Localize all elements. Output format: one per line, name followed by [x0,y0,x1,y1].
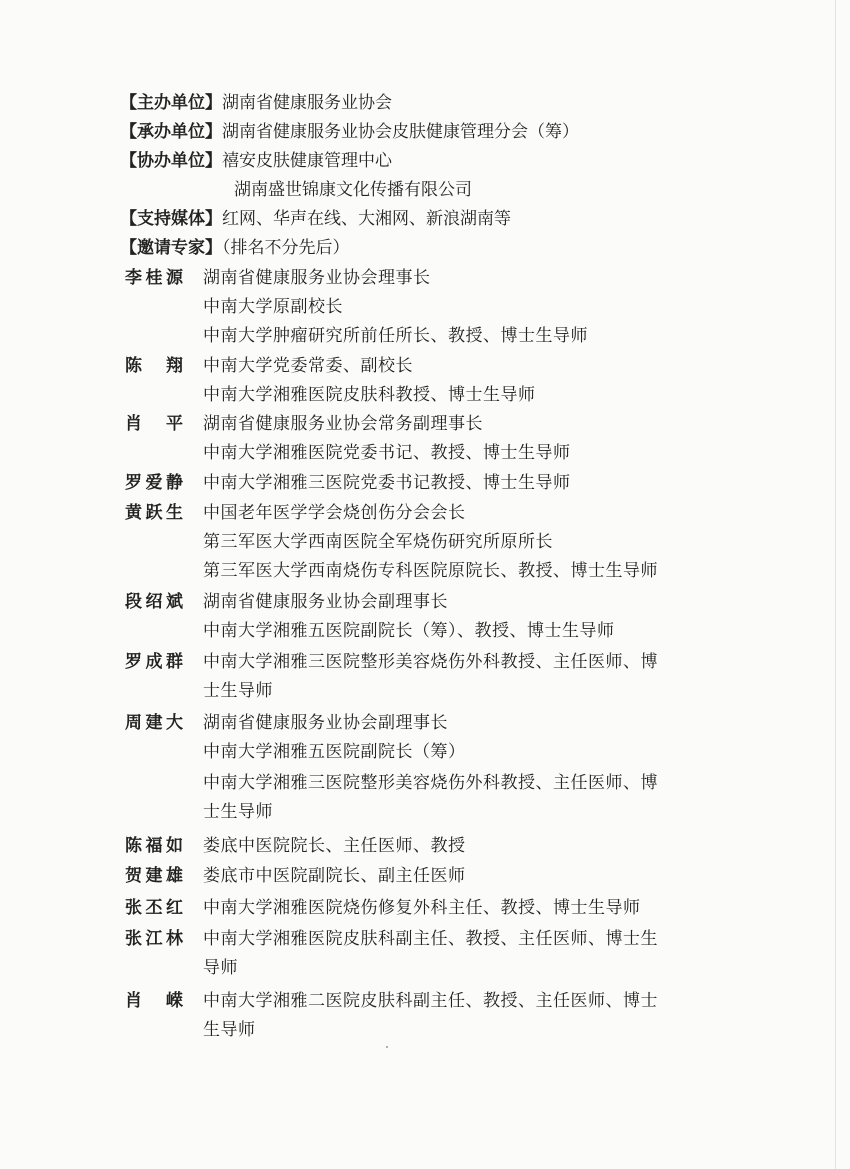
expert-line: 中南大学党委常委、副校长 [203,356,413,376]
expert-name: 段绍斌 [125,592,183,612]
organizer-label: 【主办单位】 [120,93,222,113]
coorganizer-row [120,151,392,171]
expert-line: 中南大学肿瘤研究所前任所长、教授、博士生导师 [203,326,588,346]
expert-name: 张江林 [125,929,183,949]
expert-line: 中南大学湘雅医院皮肤科教授、博士生导师 [203,385,536,405]
expert-line: 第三军医大学西南烧伤专科医院原院长、教授、博士生导师 [203,561,658,581]
expert-line: 中南大学湘雅三医院党委书记教授、博士生导师 [203,473,571,493]
expert-line: 士生导师 [203,681,273,701]
media-label: 【支持媒体】 [120,209,222,229]
organizer-row [120,93,392,113]
scan-speck [386,1046,388,1048]
expert-name: 罗成群 [125,652,183,672]
expert-line: 中南大学湘雅五医院副院长（筹） [203,742,466,762]
expert-line: 中南大学湘雅医院党委书记、教授、博士生导师 [203,443,571,463]
expert-line: 士生导师 [203,802,273,822]
expert-line: 中南大学湘雅五医院副院长（筹）、教授、博士生导师 [203,621,615,641]
expert-line: 湖南省健康服务业协会理事长 [203,268,431,288]
experts-note: （排名不分先后） [222,238,350,258]
experts-label: 【邀请专家】 [120,238,222,258]
media-row [120,209,511,229]
expert-name: 罗爱静 [125,473,183,493]
expert-line: 中南大学原副校长 [203,297,343,317]
expert-line: 中国老年医学学会烧创伤分会会长 [203,503,466,523]
expert-line: 生导师 [203,1020,256,1040]
expert-name: 黄跃生 [125,503,183,523]
expert-line: 导师 [203,958,238,978]
undertaker-row [120,122,579,142]
expert-line: 娄底中医院院长、主任医师、教授 [203,836,466,856]
expert-line: 中南大学湘雅医院烧伤修复外科主任、教授、博士生导师 [203,898,641,918]
expert-name: 贺建雄 [125,866,183,886]
expert-name: 张丕红 [125,898,183,918]
expert-line: 中南大学湘雅医院皮肤科副主任、教授、主任医师、博士生 [203,929,658,949]
expert-line: 湖南省健康服务业协会副理事长 [203,592,448,612]
expert-line: 湖南省健康服务业协会常务副理事长 [203,414,483,434]
coorganizer-value-2: 湖南盛世锦康文化传播有限公司 [234,180,472,200]
coorganizer-value-1: 禧安皮肤健康管理中心 [222,151,392,171]
organizer-value: 湖南省健康服务业协会 [222,93,392,113]
expert-name: 陈 翔 [125,356,183,376]
expert-name: 陈福如 [125,836,183,856]
expert-line: 湖南省健康服务业协会副理事长 [203,713,448,733]
scan-edge [835,0,836,1169]
expert-line: 第三军医大学西南医院全军烧伤研究所原所长 [203,532,553,552]
expert-line: 中南大学湘雅二医院皮肤科副主任、教授、主任医师、博士 [203,991,658,1011]
expert-name: 李桂源 [125,268,183,288]
undertaker-value: 湖南省健康服务业协会皮肤健康管理分会（筹） [222,122,579,142]
expert-name: 肖 平 [125,414,183,434]
expert-line: 中南大学湘雅三医院整形美容烧伤外科教授、主任医师、博 [203,773,658,793]
media-value: 红网、华声在线、大湘网、新浪湖南等 [222,209,511,229]
experts-row [120,238,350,258]
expert-name: 周建大 [125,713,183,733]
undertaker-label: 【承办单位】 [120,122,222,142]
expert-name: 肖 嵘 [125,991,183,1011]
expert-line: 中南大学湘雅三医院整形美容烧伤外科教授、主任医师、博 [203,652,658,672]
coorganizer-label: 【协办单位】 [120,151,222,171]
expert-line: 娄底市中医院副院长、副主任医师 [203,866,466,886]
